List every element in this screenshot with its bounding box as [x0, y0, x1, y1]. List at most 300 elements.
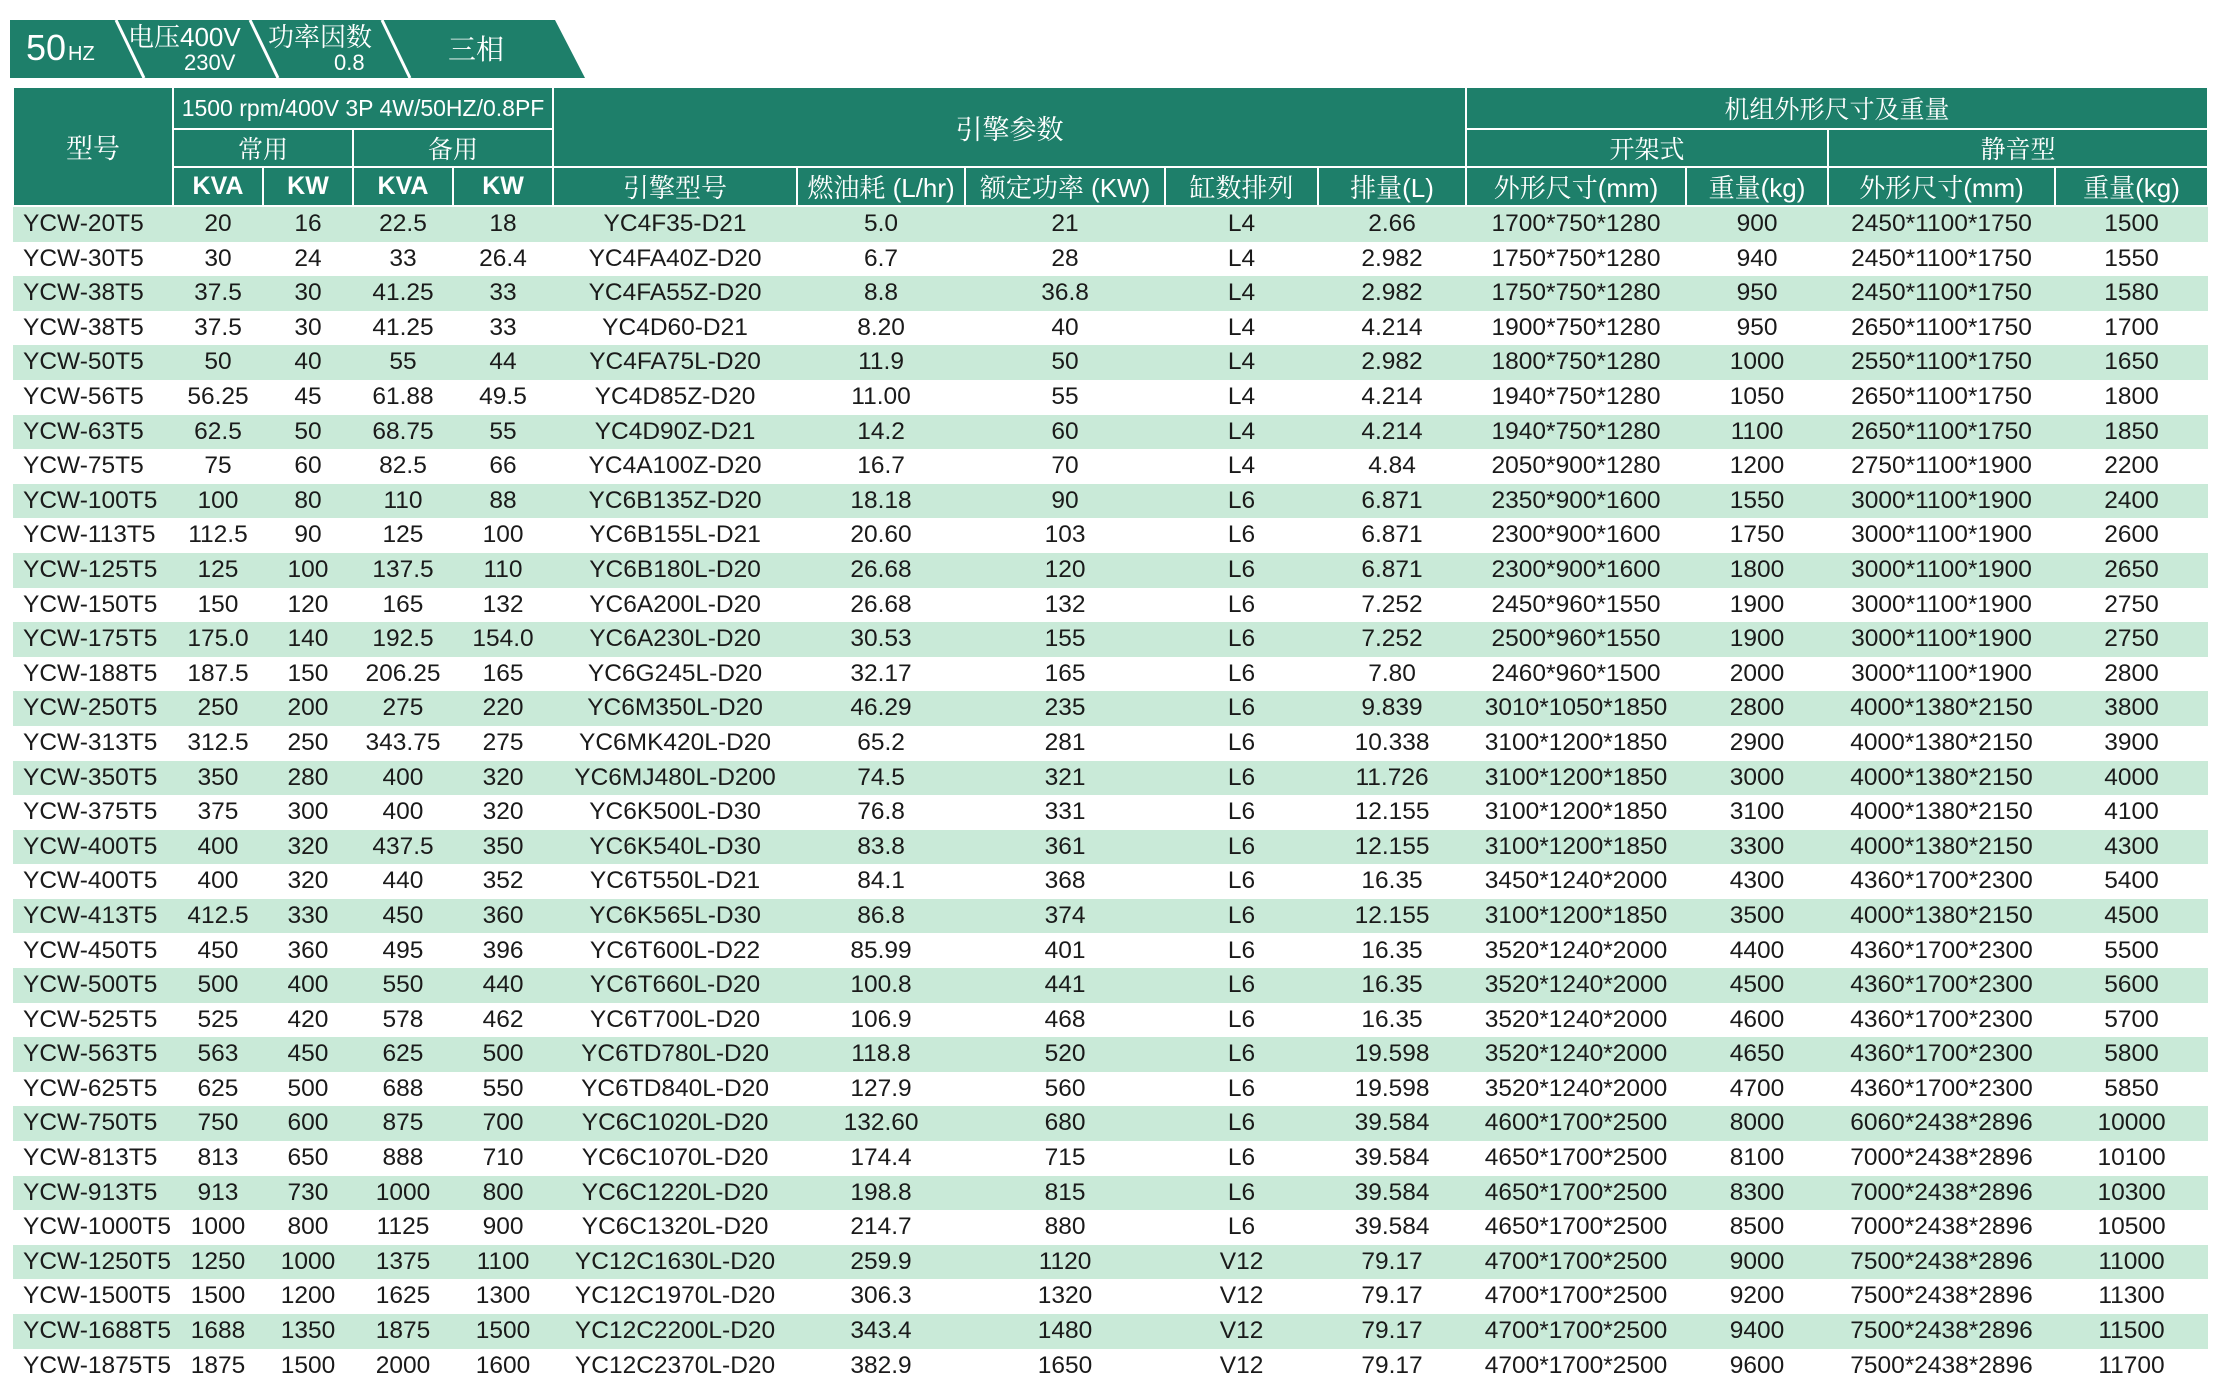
- cell-rated-power: 132: [965, 588, 1165, 623]
- cell-standby-kw: 1600: [453, 1349, 553, 1384]
- cell-open-weight: 1000: [1686, 345, 1828, 380]
- cell-standby-kva: 2000: [353, 1349, 453, 1384]
- cell-prime-kva: 112.5: [173, 518, 263, 553]
- cell-cylinder-layout: V12: [1165, 1349, 1318, 1384]
- cell-standby-kva: 688: [353, 1072, 453, 1107]
- header-cylinders: 缸数排列: [1165, 167, 1318, 206]
- cell-open-weight: 8500: [1686, 1210, 1828, 1245]
- cell-fuel-consumption: 259.9: [797, 1245, 965, 1280]
- cell-open-dimensions: 2050*900*1280: [1466, 449, 1686, 484]
- cell-rated-power: 60: [965, 415, 1165, 450]
- cell-standby-kva: 137.5: [353, 553, 453, 588]
- cell-silent-weight: 11500: [2055, 1314, 2208, 1349]
- cell-standby-kw: 900: [453, 1210, 553, 1245]
- cell-model: YCW-350T5: [13, 761, 173, 796]
- cell-engine-model: YC6T700L-D20: [553, 1003, 797, 1038]
- cell-engine-model: YC6MJ480L-D200: [553, 761, 797, 796]
- cell-open-weight: 1900: [1686, 588, 1828, 623]
- cell-cylinder-layout: V12: [1165, 1314, 1318, 1349]
- cell-standby-kva: 625: [353, 1037, 453, 1072]
- cell-displacement: 2.982: [1318, 276, 1466, 311]
- cell-cylinder-layout: L4: [1165, 449, 1318, 484]
- cell-standby-kw: 44: [453, 345, 553, 380]
- cell-displacement: 4.84: [1318, 449, 1466, 484]
- cell-open-weight: 3500: [1686, 899, 1828, 934]
- cell-engine-model: YC6TD780L-D20: [553, 1037, 797, 1072]
- table-row: [13, 449, 2208, 484]
- cell-prime-kva: 563: [173, 1037, 263, 1072]
- cell-cylinder-layout: L6: [1165, 795, 1318, 830]
- cell-silent-weight: 2600: [2055, 518, 2208, 553]
- cell-fuel-consumption: 132.60: [797, 1106, 965, 1141]
- cell-prime-kw: 320: [263, 830, 353, 865]
- table-row: [13, 206, 2208, 242]
- cell-engine-model: YC4FA55Z-D20: [553, 276, 797, 311]
- cell-rated-power: 815: [965, 1176, 1165, 1211]
- cell-cylinder-layout: L6: [1165, 899, 1318, 934]
- cell-open-weight: 900: [1686, 206, 1828, 242]
- cell-displacement: 4.214: [1318, 415, 1466, 450]
- cell-standby-kw: 360: [453, 899, 553, 934]
- cell-fuel-consumption: 65.2: [797, 726, 965, 761]
- cell-standby-kw: 220: [453, 691, 553, 726]
- cell-open-dimensions: 4700*1700*2500: [1466, 1279, 1686, 1314]
- cell-model: YCW-1000T5: [13, 1210, 173, 1245]
- table-row: [13, 588, 2208, 623]
- cell-standby-kva: 125: [353, 518, 453, 553]
- cell-displacement: 16.35: [1318, 1003, 1466, 1038]
- cell-standby-kw: 49.5: [453, 380, 553, 415]
- cell-prime-kw: 150: [263, 657, 353, 692]
- cell-displacement: 4.214: [1318, 380, 1466, 415]
- cell-prime-kva: 375: [173, 795, 263, 830]
- cell-silent-dimensions: 2650*1100*1750: [1828, 415, 2055, 450]
- cell-standby-kw: 1100: [453, 1245, 553, 1280]
- cell-standby-kw: 88: [453, 484, 553, 519]
- header-engine-params: 引擎参数: [553, 87, 1466, 167]
- cell-model: YCW-625T5: [13, 1072, 173, 1107]
- cell-standby-kva: 343.75: [353, 726, 453, 761]
- cell-prime-kva: 1000: [173, 1210, 263, 1245]
- cell-open-dimensions: 3100*1200*1850: [1466, 830, 1686, 865]
- cell-silent-weight: 1580: [2055, 276, 2208, 311]
- cell-silent-dimensions: 3000*1100*1900: [1828, 622, 2055, 657]
- cell-open-dimensions: 1700*750*1280: [1466, 206, 1686, 242]
- cell-open-dimensions: 1940*750*1280: [1466, 415, 1686, 450]
- cell-prime-kw: 360: [263, 933, 353, 968]
- cell-silent-dimensions: 3000*1100*1900: [1828, 518, 2055, 553]
- cell-silent-weight: 3800: [2055, 691, 2208, 726]
- cell-standby-kw: 800: [453, 1176, 553, 1211]
- cell-standby-kva: 1875: [353, 1314, 453, 1349]
- cell-open-dimensions: 4700*1700*2500: [1466, 1349, 1686, 1384]
- cell-open-weight: 4650: [1686, 1037, 1828, 1072]
- cell-fuel-consumption: 5.0: [797, 206, 965, 242]
- cell-engine-model: YC6A200L-D20: [553, 588, 797, 623]
- cell-prime-kva: 400: [173, 864, 263, 899]
- cell-open-dimensions: 3450*1240*2000: [1466, 864, 1686, 899]
- cell-engine-model: YC12C2370L-D20: [553, 1349, 797, 1384]
- cell-fuel-consumption: 118.8: [797, 1037, 965, 1072]
- cell-open-dimensions: 3520*1240*2000: [1466, 933, 1686, 968]
- cell-cylinder-layout: L6: [1165, 1210, 1318, 1245]
- cell-silent-weight: 5700: [2055, 1003, 2208, 1038]
- cell-open-weight: 4400: [1686, 933, 1828, 968]
- cell-open-weight: 1800: [1686, 553, 1828, 588]
- cell-standby-kw: 66: [453, 449, 553, 484]
- cell-prime-kva: 450: [173, 933, 263, 968]
- cell-silent-dimensions: 4000*1380*2150: [1828, 830, 2055, 865]
- cell-prime-kva: 75: [173, 449, 263, 484]
- cell-open-weight: 9000: [1686, 1245, 1828, 1280]
- cell-open-weight: 3300: [1686, 830, 1828, 865]
- cell-cylinder-layout: L4: [1165, 242, 1318, 277]
- cell-prime-kw: 320: [263, 864, 353, 899]
- table-row: [13, 1245, 2208, 1280]
- cell-fuel-consumption: 382.9: [797, 1349, 965, 1384]
- cell-rated-power: 120: [965, 553, 1165, 588]
- cell-open-dimensions: 4700*1700*2500: [1466, 1314, 1686, 1349]
- power-factor-value: 0.8: [334, 50, 365, 75]
- cell-standby-kw: 18: [453, 206, 553, 242]
- voltage-value: 230V: [184, 50, 236, 75]
- frequency: [26, 27, 95, 68]
- cell-prime-kw: 250: [263, 726, 353, 761]
- cell-standby-kva: 82.5: [353, 449, 453, 484]
- cell-fuel-consumption: 74.5: [797, 761, 965, 796]
- cell-standby-kw: 1500: [453, 1314, 553, 1349]
- cell-prime-kva: 400: [173, 830, 263, 865]
- generator-spec-table: [12, 86, 2209, 1383]
- cell-engine-model: YC6K500L-D30: [553, 795, 797, 830]
- header-rating-condition: 1500 rpm/400V 3P 4W/50HZ/0.8PF: [173, 87, 553, 129]
- cell-model: YCW-30T5: [13, 242, 173, 277]
- cell-silent-weight: 11300: [2055, 1279, 2208, 1314]
- cell-rated-power: 1650: [965, 1349, 1165, 1384]
- cell-prime-kva: 312.5: [173, 726, 263, 761]
- cell-displacement: 79.17: [1318, 1349, 1466, 1384]
- header-silent: 静音型: [1828, 129, 2208, 167]
- cell-cylinder-layout: L6: [1165, 1141, 1318, 1176]
- cell-prime-kw: 30: [263, 311, 353, 346]
- cell-open-weight: 2900: [1686, 726, 1828, 761]
- cell-open-weight: 1050: [1686, 380, 1828, 415]
- table-row: [13, 1037, 2208, 1072]
- cell-model: YCW-400T5: [13, 830, 173, 865]
- cell-open-weight: 1200: [1686, 449, 1828, 484]
- cell-silent-weight: 1850: [2055, 415, 2208, 450]
- cell-displacement: 16.35: [1318, 968, 1466, 1003]
- cell-engine-model: YC6B135Z-D20: [553, 484, 797, 519]
- cell-fuel-consumption: 46.29: [797, 691, 965, 726]
- cell-standby-kw: 100: [453, 518, 553, 553]
- cell-standby-kw: 26.4: [453, 242, 553, 277]
- cell-rated-power: 50: [965, 345, 1165, 380]
- cell-model: YCW-1688T5: [13, 1314, 173, 1349]
- cell-rated-power: 90: [965, 484, 1165, 519]
- table-row: [13, 380, 2208, 415]
- cell-displacement: 12.155: [1318, 795, 1466, 830]
- cell-rated-power: 321: [965, 761, 1165, 796]
- header-open-dimensions: 外形尺寸(mm): [1466, 167, 1686, 206]
- cell-cylinder-layout: L4: [1165, 380, 1318, 415]
- cell-open-dimensions: 2500*960*1550: [1466, 622, 1686, 657]
- cell-prime-kva: 30: [173, 242, 263, 277]
- cell-silent-dimensions: 7000*2438*2896: [1828, 1210, 2055, 1245]
- cell-standby-kva: 550: [353, 968, 453, 1003]
- cell-prime-kva: 1875: [173, 1349, 263, 1384]
- cell-silent-dimensions: 7500*2438*2896: [1828, 1314, 2055, 1349]
- cell-silent-weight: 1650: [2055, 345, 2208, 380]
- cell-prime-kw: 400: [263, 968, 353, 1003]
- cell-prime-kva: 913: [173, 1176, 263, 1211]
- cell-silent-dimensions: 7000*2438*2896: [1828, 1141, 2055, 1176]
- cell-open-weight: 950: [1686, 311, 1828, 346]
- cell-silent-dimensions: 4000*1380*2150: [1828, 726, 2055, 761]
- cell-engine-model: YC6B180L-D20: [553, 553, 797, 588]
- cell-silent-weight: 1700: [2055, 311, 2208, 346]
- table-row: [13, 242, 2208, 277]
- cell-displacement: 79.17: [1318, 1245, 1466, 1280]
- cell-engine-model: YC6T550L-D21: [553, 864, 797, 899]
- cell-standby-kva: 440: [353, 864, 453, 899]
- cell-silent-weight: 5800: [2055, 1037, 2208, 1072]
- cell-fuel-consumption: 26.68: [797, 588, 965, 623]
- header-dims-weight: 机组外形尺寸及重量: [1466, 87, 2208, 129]
- cell-model: YCW-113T5: [13, 518, 173, 553]
- cell-displacement: 39.584: [1318, 1141, 1466, 1176]
- cell-engine-model: YC4A100Z-D20: [553, 449, 797, 484]
- cell-fuel-consumption: 20.60: [797, 518, 965, 553]
- cell-rated-power: 374: [965, 899, 1165, 934]
- cell-open-weight: 9200: [1686, 1279, 1828, 1314]
- cell-standby-kva: 437.5: [353, 830, 453, 865]
- cell-model: YCW-175T5: [13, 622, 173, 657]
- frequency-value: 50: [26, 27, 67, 68]
- cell-displacement: 7.80: [1318, 657, 1466, 692]
- cell-rated-power: 880: [965, 1210, 1165, 1245]
- cell-rated-power: 103: [965, 518, 1165, 553]
- cell-prime-kw: 140: [263, 622, 353, 657]
- cell-rated-power: 560: [965, 1072, 1165, 1107]
- cell-displacement: 12.155: [1318, 830, 1466, 865]
- cell-cylinder-layout: L6: [1165, 484, 1318, 519]
- cell-displacement: 39.584: [1318, 1176, 1466, 1211]
- cell-model: YCW-450T5: [13, 933, 173, 968]
- cell-engine-model: YC4F35-D21: [553, 206, 797, 242]
- cell-fuel-consumption: 343.4: [797, 1314, 965, 1349]
- power-factor-label: 功率因数: [268, 22, 373, 52]
- cell-open-dimensions: 4700*1700*2500: [1466, 1245, 1686, 1280]
- cell-open-weight: 1100: [1686, 415, 1828, 450]
- cell-standby-kw: 710: [453, 1141, 553, 1176]
- cell-silent-weight: 5500: [2055, 933, 2208, 968]
- cell-silent-dimensions: 7500*2438*2896: [1828, 1349, 2055, 1384]
- phase-label: 三相: [448, 34, 505, 65]
- cell-rated-power: 21: [965, 206, 1165, 242]
- cell-silent-dimensions: 2650*1100*1750: [1828, 380, 2055, 415]
- cell-prime-kw: 200: [263, 691, 353, 726]
- cell-open-dimensions: 2450*960*1550: [1466, 588, 1686, 623]
- cell-standby-kw: 110: [453, 553, 553, 588]
- cell-prime-kw: 330: [263, 899, 353, 934]
- cell-silent-dimensions: 2450*1100*1750: [1828, 206, 2055, 242]
- cell-engine-model: YC6T660L-D20: [553, 968, 797, 1003]
- cell-open-weight: 4600: [1686, 1003, 1828, 1038]
- cell-open-weight: 8000: [1686, 1106, 1828, 1141]
- cell-model: YCW-20T5: [13, 206, 173, 242]
- cell-standby-kva: 578: [353, 1003, 453, 1038]
- cell-fuel-consumption: 106.9: [797, 1003, 965, 1038]
- cell-prime-kva: 62.5: [173, 415, 263, 450]
- cell-silent-dimensions: 4360*1700*2300: [1828, 933, 2055, 968]
- cell-open-dimensions: 2300*900*1600: [1466, 518, 1686, 553]
- cell-engine-model: YC6TD840L-D20: [553, 1072, 797, 1107]
- cell-prime-kva: 100: [173, 484, 263, 519]
- cell-fuel-consumption: 214.7: [797, 1210, 965, 1245]
- cell-open-weight: 8100: [1686, 1141, 1828, 1176]
- cell-open-dimensions: 1900*750*1280: [1466, 311, 1686, 346]
- cell-cylinder-layout: L6: [1165, 830, 1318, 865]
- cell-silent-dimensions: 4360*1700*2300: [1828, 1037, 2055, 1072]
- cell-standby-kw: 132: [453, 588, 553, 623]
- cell-rated-power: 55: [965, 380, 1165, 415]
- header-rated-power: 额定功率 (KW): [965, 167, 1165, 206]
- cell-rated-power: 715: [965, 1141, 1165, 1176]
- cell-fuel-consumption: 84.1: [797, 864, 965, 899]
- cell-fuel-consumption: 6.7: [797, 242, 965, 277]
- cell-open-dimensions: 3100*1200*1850: [1466, 726, 1686, 761]
- cell-rated-power: 281: [965, 726, 1165, 761]
- cell-silent-dimensions: 4000*1380*2150: [1828, 795, 2055, 830]
- cell-silent-dimensions: 4360*1700*2300: [1828, 1003, 2055, 1038]
- cell-standby-kw: 500: [453, 1037, 553, 1072]
- table-row: [13, 726, 2208, 761]
- cell-open-dimensions: 3520*1240*2000: [1466, 1003, 1686, 1038]
- header-prime: 常用: [173, 129, 353, 167]
- cell-engine-model: YC6T600L-D22: [553, 933, 797, 968]
- header-standby-kva: KVA: [353, 167, 453, 206]
- cell-prime-kva: 1500: [173, 1279, 263, 1314]
- cell-fuel-consumption: 14.2: [797, 415, 965, 450]
- cell-standby-kw: 550: [453, 1072, 553, 1107]
- cell-model: YCW-125T5: [13, 553, 173, 588]
- cell-open-dimensions: 2460*960*1500: [1466, 657, 1686, 692]
- cell-standby-kw: 350: [453, 830, 553, 865]
- cell-rated-power: 401: [965, 933, 1165, 968]
- cell-rated-power: 1320: [965, 1279, 1165, 1314]
- header-standby-kw: KW: [453, 167, 553, 206]
- cell-rated-power: 520: [965, 1037, 1165, 1072]
- cell-silent-dimensions: 2550*1100*1750: [1828, 345, 2055, 380]
- cell-model: YCW-313T5: [13, 726, 173, 761]
- table-row: [13, 657, 2208, 692]
- cell-prime-kw: 1350: [263, 1314, 353, 1349]
- cell-cylinder-layout: L6: [1165, 657, 1318, 692]
- cell-standby-kva: 888: [353, 1141, 453, 1176]
- cell-standby-kva: 68.75: [353, 415, 453, 450]
- cell-engine-model: YC6A230L-D20: [553, 622, 797, 657]
- cell-open-dimensions: 1800*750*1280: [1466, 345, 1686, 380]
- cell-displacement: 7.252: [1318, 588, 1466, 623]
- cell-model: YCW-563T5: [13, 1037, 173, 1072]
- cell-standby-kva: 55: [353, 345, 453, 380]
- cell-model: YCW-375T5: [13, 795, 173, 830]
- cell-prime-kw: 800: [263, 1210, 353, 1245]
- cell-fuel-consumption: 127.9: [797, 1072, 965, 1107]
- cell-cylinder-layout: L6: [1165, 1072, 1318, 1107]
- cell-rated-power: 441: [965, 968, 1165, 1003]
- cell-cylinder-layout: L6: [1165, 691, 1318, 726]
- cell-prime-kw: 40: [263, 345, 353, 380]
- cell-open-dimensions: 4650*1700*2500: [1466, 1141, 1686, 1176]
- cell-rated-power: 680: [965, 1106, 1165, 1141]
- cell-silent-weight: 3900: [2055, 726, 2208, 761]
- cell-standby-kva: 875: [353, 1106, 453, 1141]
- cell-model: YCW-250T5: [13, 691, 173, 726]
- cell-engine-model: YC4FA75L-D20: [553, 345, 797, 380]
- cell-silent-weight: 4500: [2055, 899, 2208, 934]
- cell-silent-dimensions: 3000*1100*1900: [1828, 484, 2055, 519]
- cell-open-dimensions: 4600*1700*2500: [1466, 1106, 1686, 1141]
- table-row: [13, 518, 2208, 553]
- cell-open-dimensions: 3100*1200*1850: [1466, 761, 1686, 796]
- cell-prime-kva: 525: [173, 1003, 263, 1038]
- cell-open-dimensions: 3010*1050*1850: [1466, 691, 1686, 726]
- cell-standby-kw: 396: [453, 933, 553, 968]
- cell-model: YCW-100T5: [13, 484, 173, 519]
- cell-rated-power: 36.8: [965, 276, 1165, 311]
- cell-prime-kw: 60: [263, 449, 353, 484]
- cell-prime-kw: 1000: [263, 1245, 353, 1280]
- cell-model: YCW-525T5: [13, 1003, 173, 1038]
- table-row: [13, 484, 2208, 519]
- cell-prime-kva: 625: [173, 1072, 263, 1107]
- header-engine-model: 引擎型号: [553, 167, 797, 206]
- cell-silent-dimensions: 7500*2438*2896: [1828, 1279, 2055, 1314]
- cell-silent-weight: 2750: [2055, 588, 2208, 623]
- cell-prime-kw: 120: [263, 588, 353, 623]
- cell-silent-dimensions: 2450*1100*1750: [1828, 242, 2055, 277]
- header-silent-weight: 重量(kg): [2055, 167, 2208, 206]
- cell-cylinder-layout: L4: [1165, 415, 1318, 450]
- cell-engine-model: YC12C1970L-D20: [553, 1279, 797, 1314]
- cell-standby-kw: 700: [453, 1106, 553, 1141]
- table-row: [13, 1176, 2208, 1211]
- cell-model: YCW-150T5: [13, 588, 173, 623]
- cell-open-weight: 3100: [1686, 795, 1828, 830]
- cell-prime-kva: 37.5: [173, 276, 263, 311]
- cell-displacement: 16.35: [1318, 933, 1466, 968]
- cell-model: YCW-63T5: [13, 415, 173, 450]
- cell-silent-weight: 4100: [2055, 795, 2208, 830]
- cell-engine-model: YC6K540L-D30: [553, 830, 797, 865]
- voltage-label: 电压400V: [128, 22, 241, 52]
- cell-model: YCW-75T5: [13, 449, 173, 484]
- cell-fuel-consumption: 16.7: [797, 449, 965, 484]
- cell-silent-weight: 10100: [2055, 1141, 2208, 1176]
- table-row: [13, 1003, 2208, 1038]
- cell-standby-kva: 1000: [353, 1176, 453, 1211]
- cell-open-weight: 2000: [1686, 657, 1828, 692]
- cell-standby-kw: 154.0: [453, 622, 553, 657]
- cell-displacement: 12.155: [1318, 899, 1466, 934]
- cell-engine-model: YC4D90Z-D21: [553, 415, 797, 450]
- cell-prime-kw: 50: [263, 415, 353, 450]
- cell-cylinder-layout: V12: [1165, 1245, 1318, 1280]
- cell-rated-power: 1480: [965, 1314, 1165, 1349]
- cell-fuel-consumption: 85.99: [797, 933, 965, 968]
